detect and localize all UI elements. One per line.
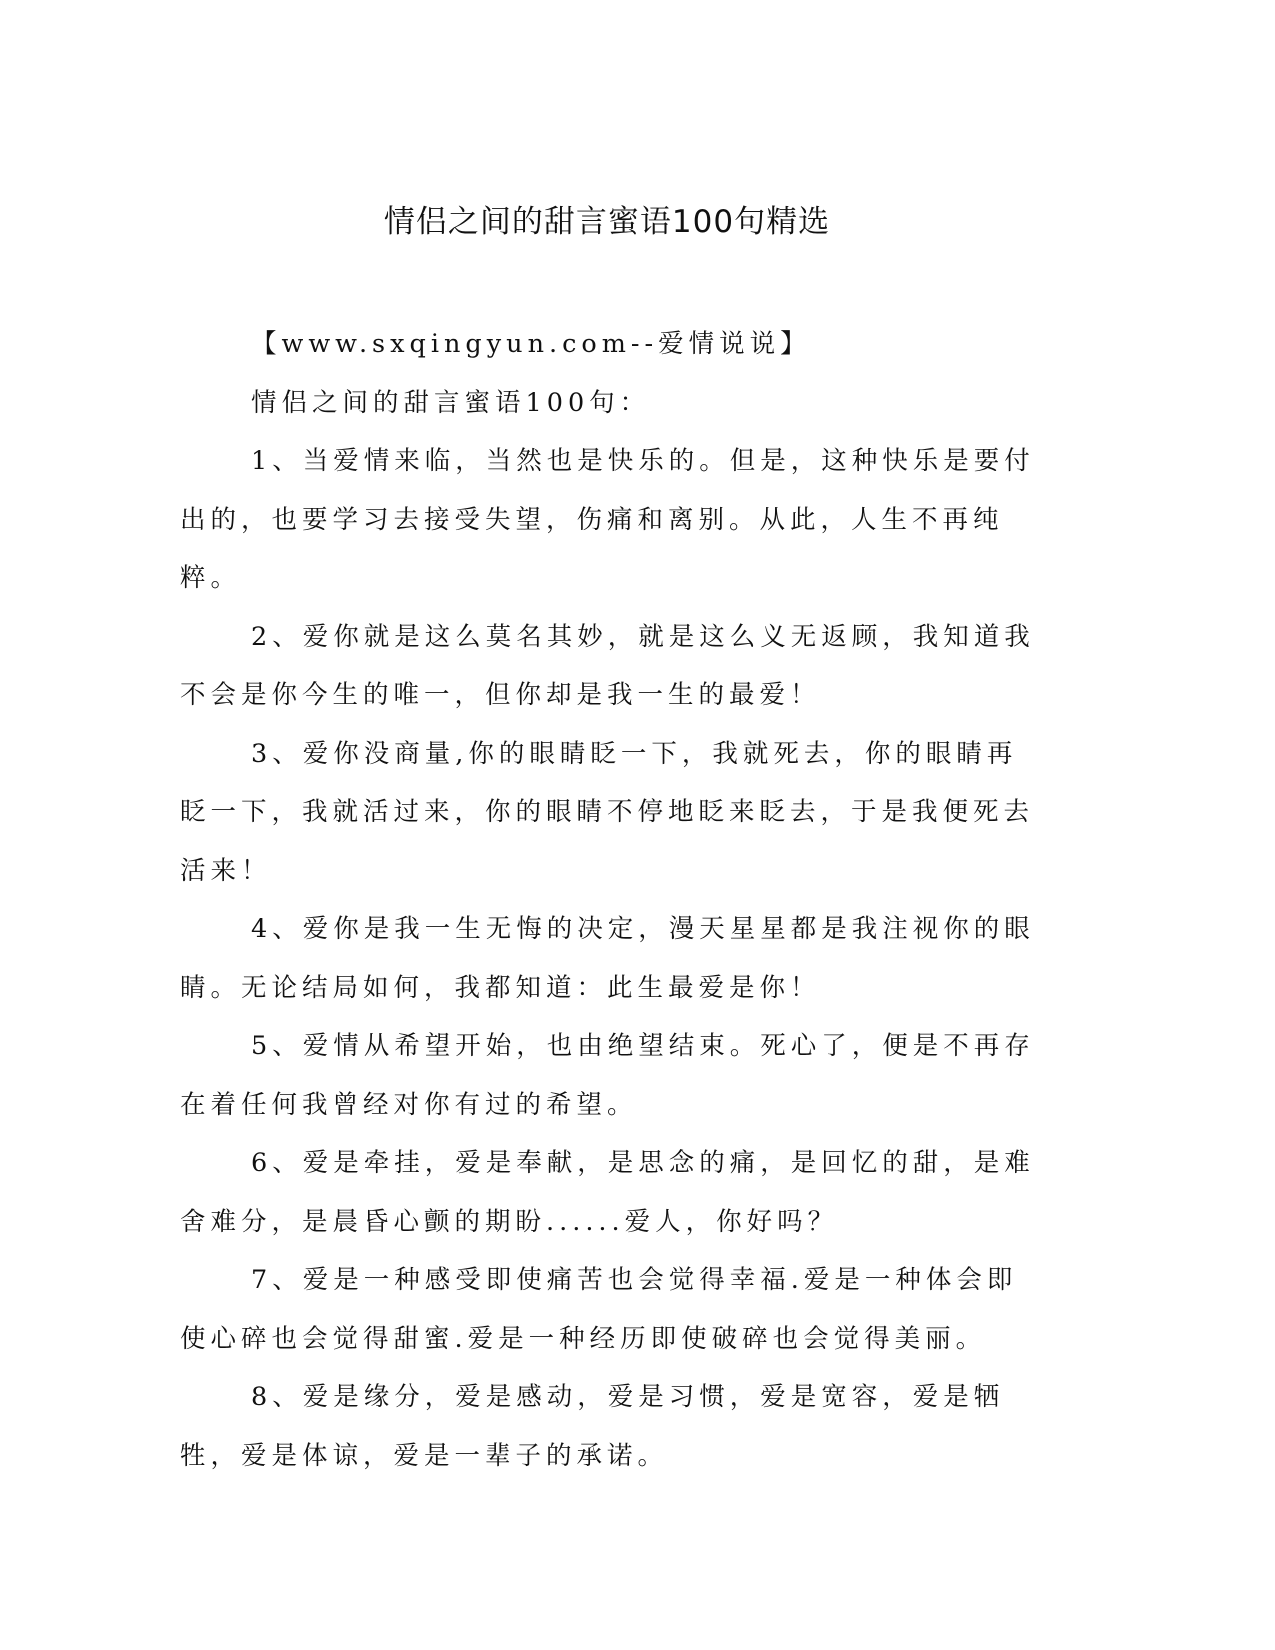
quote-item: 6、爱是牵挂，爱是奉献，是思念的痛，是回忆的甜，是难舍难分，是晨昏心颤的期盼......爱人，你好吗？ [180, 1148, 1035, 1237]
quote-item: 1、当爱情来临，当然也是快乐的。但是，这种快乐是要付出的，也要学习去接受失望，伤痛和离别。从此，人生不再纯粹。 [180, 446, 1035, 593]
intro-line: 情侣之间的甜言蜜语100句： [251, 387, 651, 418]
quote-item: 5、爱情从希望开始，也由绝望结束。死心了，便是不再存在着任何我曾经对你有过的希望。 [180, 1031, 1035, 1120]
quote-item: 7、爱是一种感受即使痛苦也会觉得幸福.爱是一种体会即使心碎也会觉得甜蜜.爱是一种经历即使破碎也会觉得美丽。 [180, 1265, 1018, 1354]
quote-item: 2、爱你就是这么莫名其妙，就是这么义无返顾，我知道我不会是你今生的唯一，但你却是我一生的最爱！ [180, 621, 1035, 710]
quote-item: 8、爱是缘分，爱是感动，爱是习惯，爱是宽容，爱是牺牲，爱是体谅，爱是一辈子的承诺。 [180, 1382, 1005, 1471]
quote-item: 3、爱你没商量,你的眼睛眨一下，我就死去，你的眼睛再眨一下，我就活过来，你的眼睛不停地眨来眨去，于是我便死去活来！ [180, 738, 1035, 886]
source-line: 【www.sxqingyun.com--爱情说说】 [251, 329, 811, 359]
document-body [180, 315, 1040, 1485]
document-title: 情侣之间的甜言蜜语100句精选 [383, 204, 831, 240]
quote-item: 4、爱你是我一生无悔的决定，漫天星星都是我注视你的眼睛。无论结局如何，我都知道：此生最爱是你！ [180, 914, 1035, 1003]
